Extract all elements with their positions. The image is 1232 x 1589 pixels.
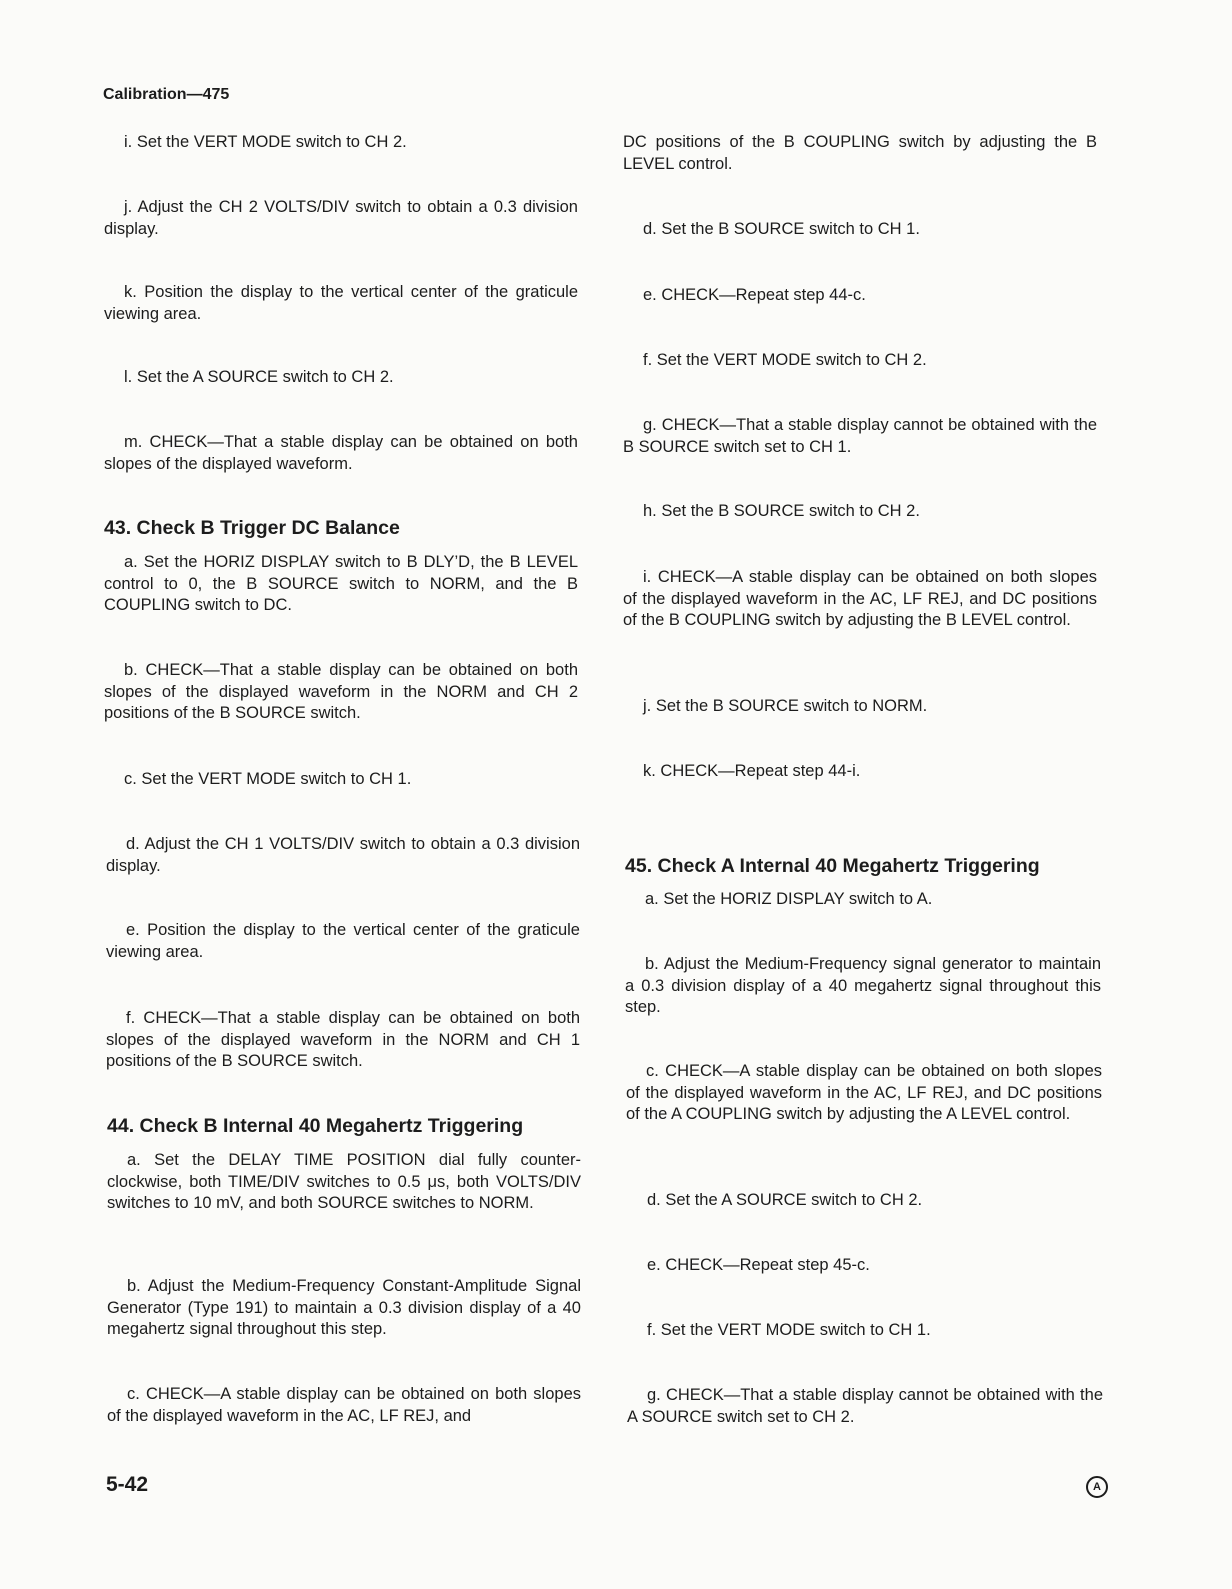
step-45-e: e. CHECK—Repeat step 45-c. [647,1256,870,1274]
step-44-h: h. Set the B SOURCE switch to CH 2. [643,502,920,520]
step-45-g: g. CHECK—That a stable display cannot be obtained with the A SOURCE switch set to CH 2. [627,1386,1103,1426]
section-heading-45: 45. Check A Internal 40 Megahertz Triggering [625,855,1040,877]
step-42-k: k. Position the display to the vertical center of the graticule viewing area. [104,283,578,323]
page-number: 5-42 [106,1473,149,1496]
step-44-g: g. CHECK—That a stable display cannot be obtained with the B SOURCE switch set to CH 1. [623,416,1097,456]
running-header: Calibration—475 [103,86,230,103]
section-heading-43: 43. Check B Trigger DC Balance [104,517,400,539]
step-45-d: d. Set the A SOURCE switch to CH 2. [647,1191,923,1209]
step-43-d: d. Adjust the CH 1 VOLTS/DIV switch to obtain a 0.3 division display. [106,835,580,875]
step-44-b: b. Adjust the Medium-Frequency Constant-Amplitude Signal Generator (Type 191) to maintain a 0.3 division display of a 40 megahertz signal throughout this step. [107,1277,581,1338]
step-42-i: i. Set the VERT MODE switch to CH 2. [124,133,407,151]
step-44-e: e. CHECK—Repeat step 44-c. [643,286,866,304]
step-44-c: c. CHECK—A stable display can be obtained on both slopes of the displayed waveform in the AC, LF REJ, and [107,1385,581,1425]
step-43-f: f. CHECK—That a stable display can be obtained on both slopes of the displayed waveform in the NORM and CH 1 positions of the B SOURCE switch. [106,1009,580,1070]
step-45-c: c. CHECK—A stable display can be obtained on both slopes of the displayed waveform in the AC, LF REJ, and DC positions of the A COUPLING switch by adjusting the A LEVEL control. [626,1062,1102,1123]
step-44-f: f. Set the VERT MODE switch to CH 2. [643,351,927,369]
step-44-c-continued: DC positions of the B COUPLING switch by adjusting the B LEVEL control. [623,133,1097,173]
step-43-e: e. Position the display to the vertical center of the graticule viewing area. [106,921,580,961]
step-43-a: a. Set the HORIZ DISPLAY switch to B DLY’D, the B LEVEL control to 0, the B SOURCE switch to NORM, and the B COUPLING switch to DC. [104,553,578,614]
step-44-d: d. Set the B SOURCE switch to CH 1. [643,220,920,238]
step-42-m: m. CHECK—That a stable display can be obtained on both slopes of the displayed waveform. [104,433,578,473]
step-45-a: a. Set the HORIZ DISPLAY switch to A. [645,890,933,908]
revision-mark: A [1086,1476,1108,1498]
section-heading-44: 44. Check B Internal 40 Megahertz Triggering [107,1115,524,1137]
step-44-k: k. CHECK—Repeat step 44-i. [643,762,861,780]
step-44-a: a. Set the DELAY TIME POSITION dial fully counter-clockwise, both TIME/DIV switches to 0.5 μs, both VOLTS/DIV switches to 10 mV, and both SOURCE switches to NORM. [107,1151,581,1212]
step-45-b: b. Adjust the Medium-Frequency signal generator to maintain a 0.3 division display of a 40 megahertz signal throughout this step. [625,955,1101,1016]
step-43-c: c. Set the VERT MODE switch to CH 1. [124,770,412,788]
step-42-l: l. Set the A SOURCE switch to CH 2. [124,368,394,386]
step-44-i: i. CHECK—A stable display can be obtained on both slopes of the displayed waveform in the AC, LF REJ, and DC positions of the B COUPLING switch by adjusting the B LEVEL control. [623,568,1097,629]
step-45-f: f. Set the VERT MODE switch to CH 1. [647,1321,931,1339]
step-43-b: b. CHECK—That a stable display can be obtained on both slopes of the displayed waveform in the NORM and CH 2 positions of the B SOURCE switch. [104,661,578,722]
step-42-j: j. Adjust the CH 2 VOLTS/DIV switch to obtain a 0.3 division display. [104,198,578,238]
step-44-j: j. Set the B SOURCE switch to NORM. [643,697,928,715]
